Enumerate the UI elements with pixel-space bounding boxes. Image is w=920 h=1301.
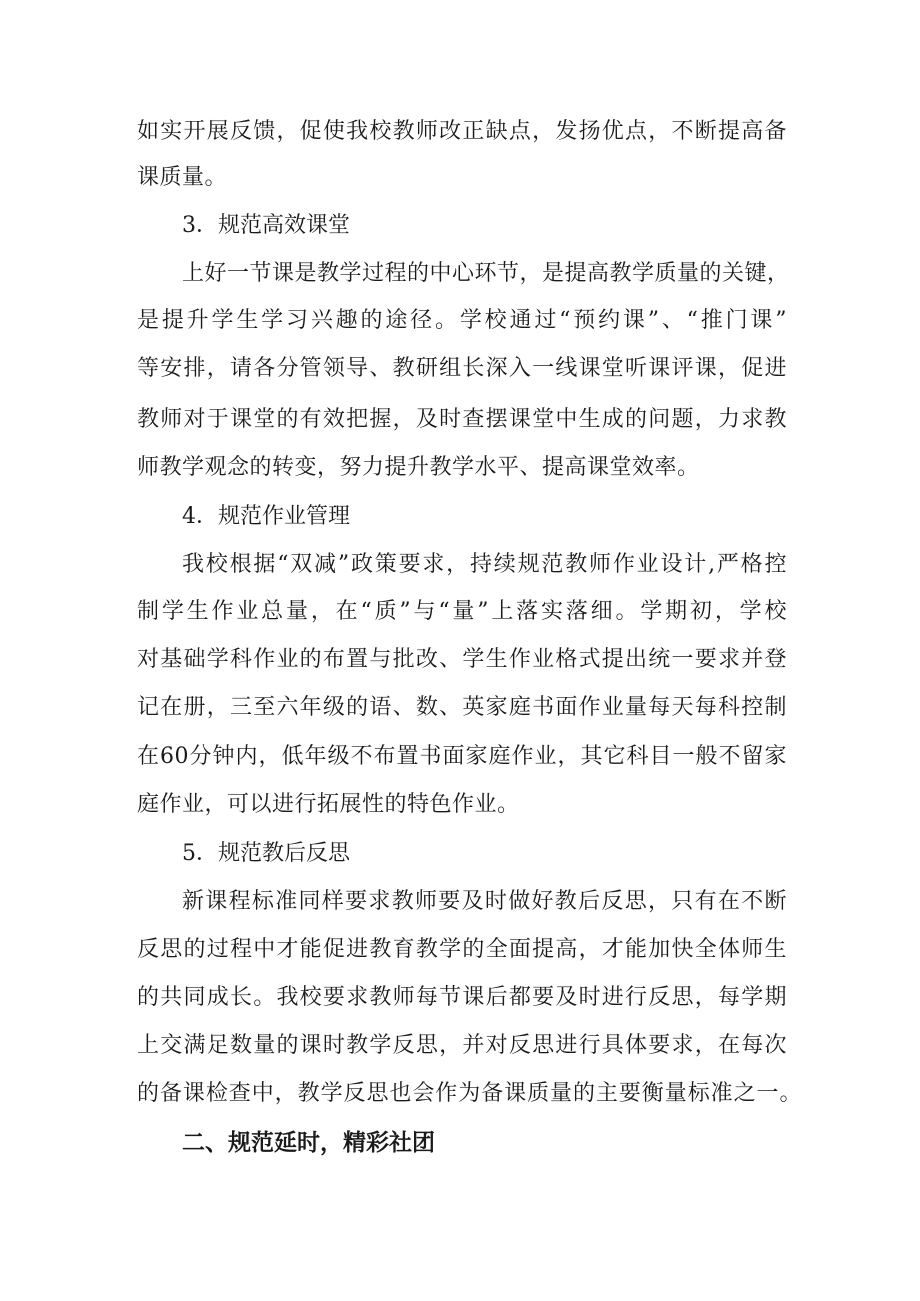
paragraph-3-line-5: 在60分钟内，低年级不布置书面家庭作业，其它科目一般不留家	[137, 744, 787, 769]
paragraph-2-line-5: 师教学观念的转变，努力提升教学水平、提高课堂效率。	[137, 455, 700, 480]
paragraph-4-line-5: 的备课检查中，教学反思也会作为备课质量的主要衡量标准之一。	[137, 1081, 802, 1106]
paragraph-1-line-1: 如实开展反馈，促使我校教师改正缺点，发扬优点，不断提高备	[137, 119, 787, 144]
paragraph-3-line-1: 我校根据“双减”政策要求，持续规范教师作业设计,严格控	[182, 552, 787, 577]
paragraph-2-line-4: 教师对于课堂的有效把握，及时查摆课堂中生成的问题，力求教	[137, 407, 787, 432]
subheading-5: 5．规范教后反思	[182, 841, 350, 866]
paragraph-2-line-1: 上好一节课是教学过程的中心环节，是提高教学质量的关键，	[182, 261, 790, 286]
section-heading: 二、规范延时，精彩社团	[182, 1130, 435, 1156]
paragraph-2-line-2: 是提升学生学习兴趣的途径。学校通过“预约课”、“推门课”	[137, 308, 787, 333]
paragraph-4-line-1: 新课程标准同样要求教师要及时做好教后反思，只有在不断	[182, 889, 787, 914]
paragraph-3-line-4: 记在册，三至六年级的语、数、英家庭书面作业量每天每科控制	[137, 695, 787, 720]
paragraph-4-line-4: 上交满足数量的课时教学反思，并对反思进行具体要求，在每次	[137, 1033, 787, 1058]
paragraph-2-line-3: 等安排，请各分管领导、教研组长深入一线课堂听课评课，促进	[137, 356, 787, 381]
paragraph-4-line-2: 反思的过程中才能促进教育教学的全面提高，才能加快全体师生	[137, 937, 787, 962]
paragraph-4-line-3: 的共同成长。我校要求教师每节课后都要及时进行反思，每学期	[137, 985, 787, 1010]
paragraph-1-line-2: 课质量。	[137, 165, 228, 190]
paragraph-3-line-2: 制学生作业总量，在“质”与“量”上落实落细。学期初，学校	[137, 599, 787, 624]
paragraph-3-line-6: 庭作业，可以进行拓展性的特色作业。	[137, 792, 520, 817]
subheading-4: 4．规范作业管理	[182, 504, 350, 529]
paragraph-3-line-3: 对基础学科作业的布置与批改、学生作业格式提出统一要求并登	[137, 647, 787, 672]
subheading-3: 3．规范高效课堂	[182, 213, 350, 238]
